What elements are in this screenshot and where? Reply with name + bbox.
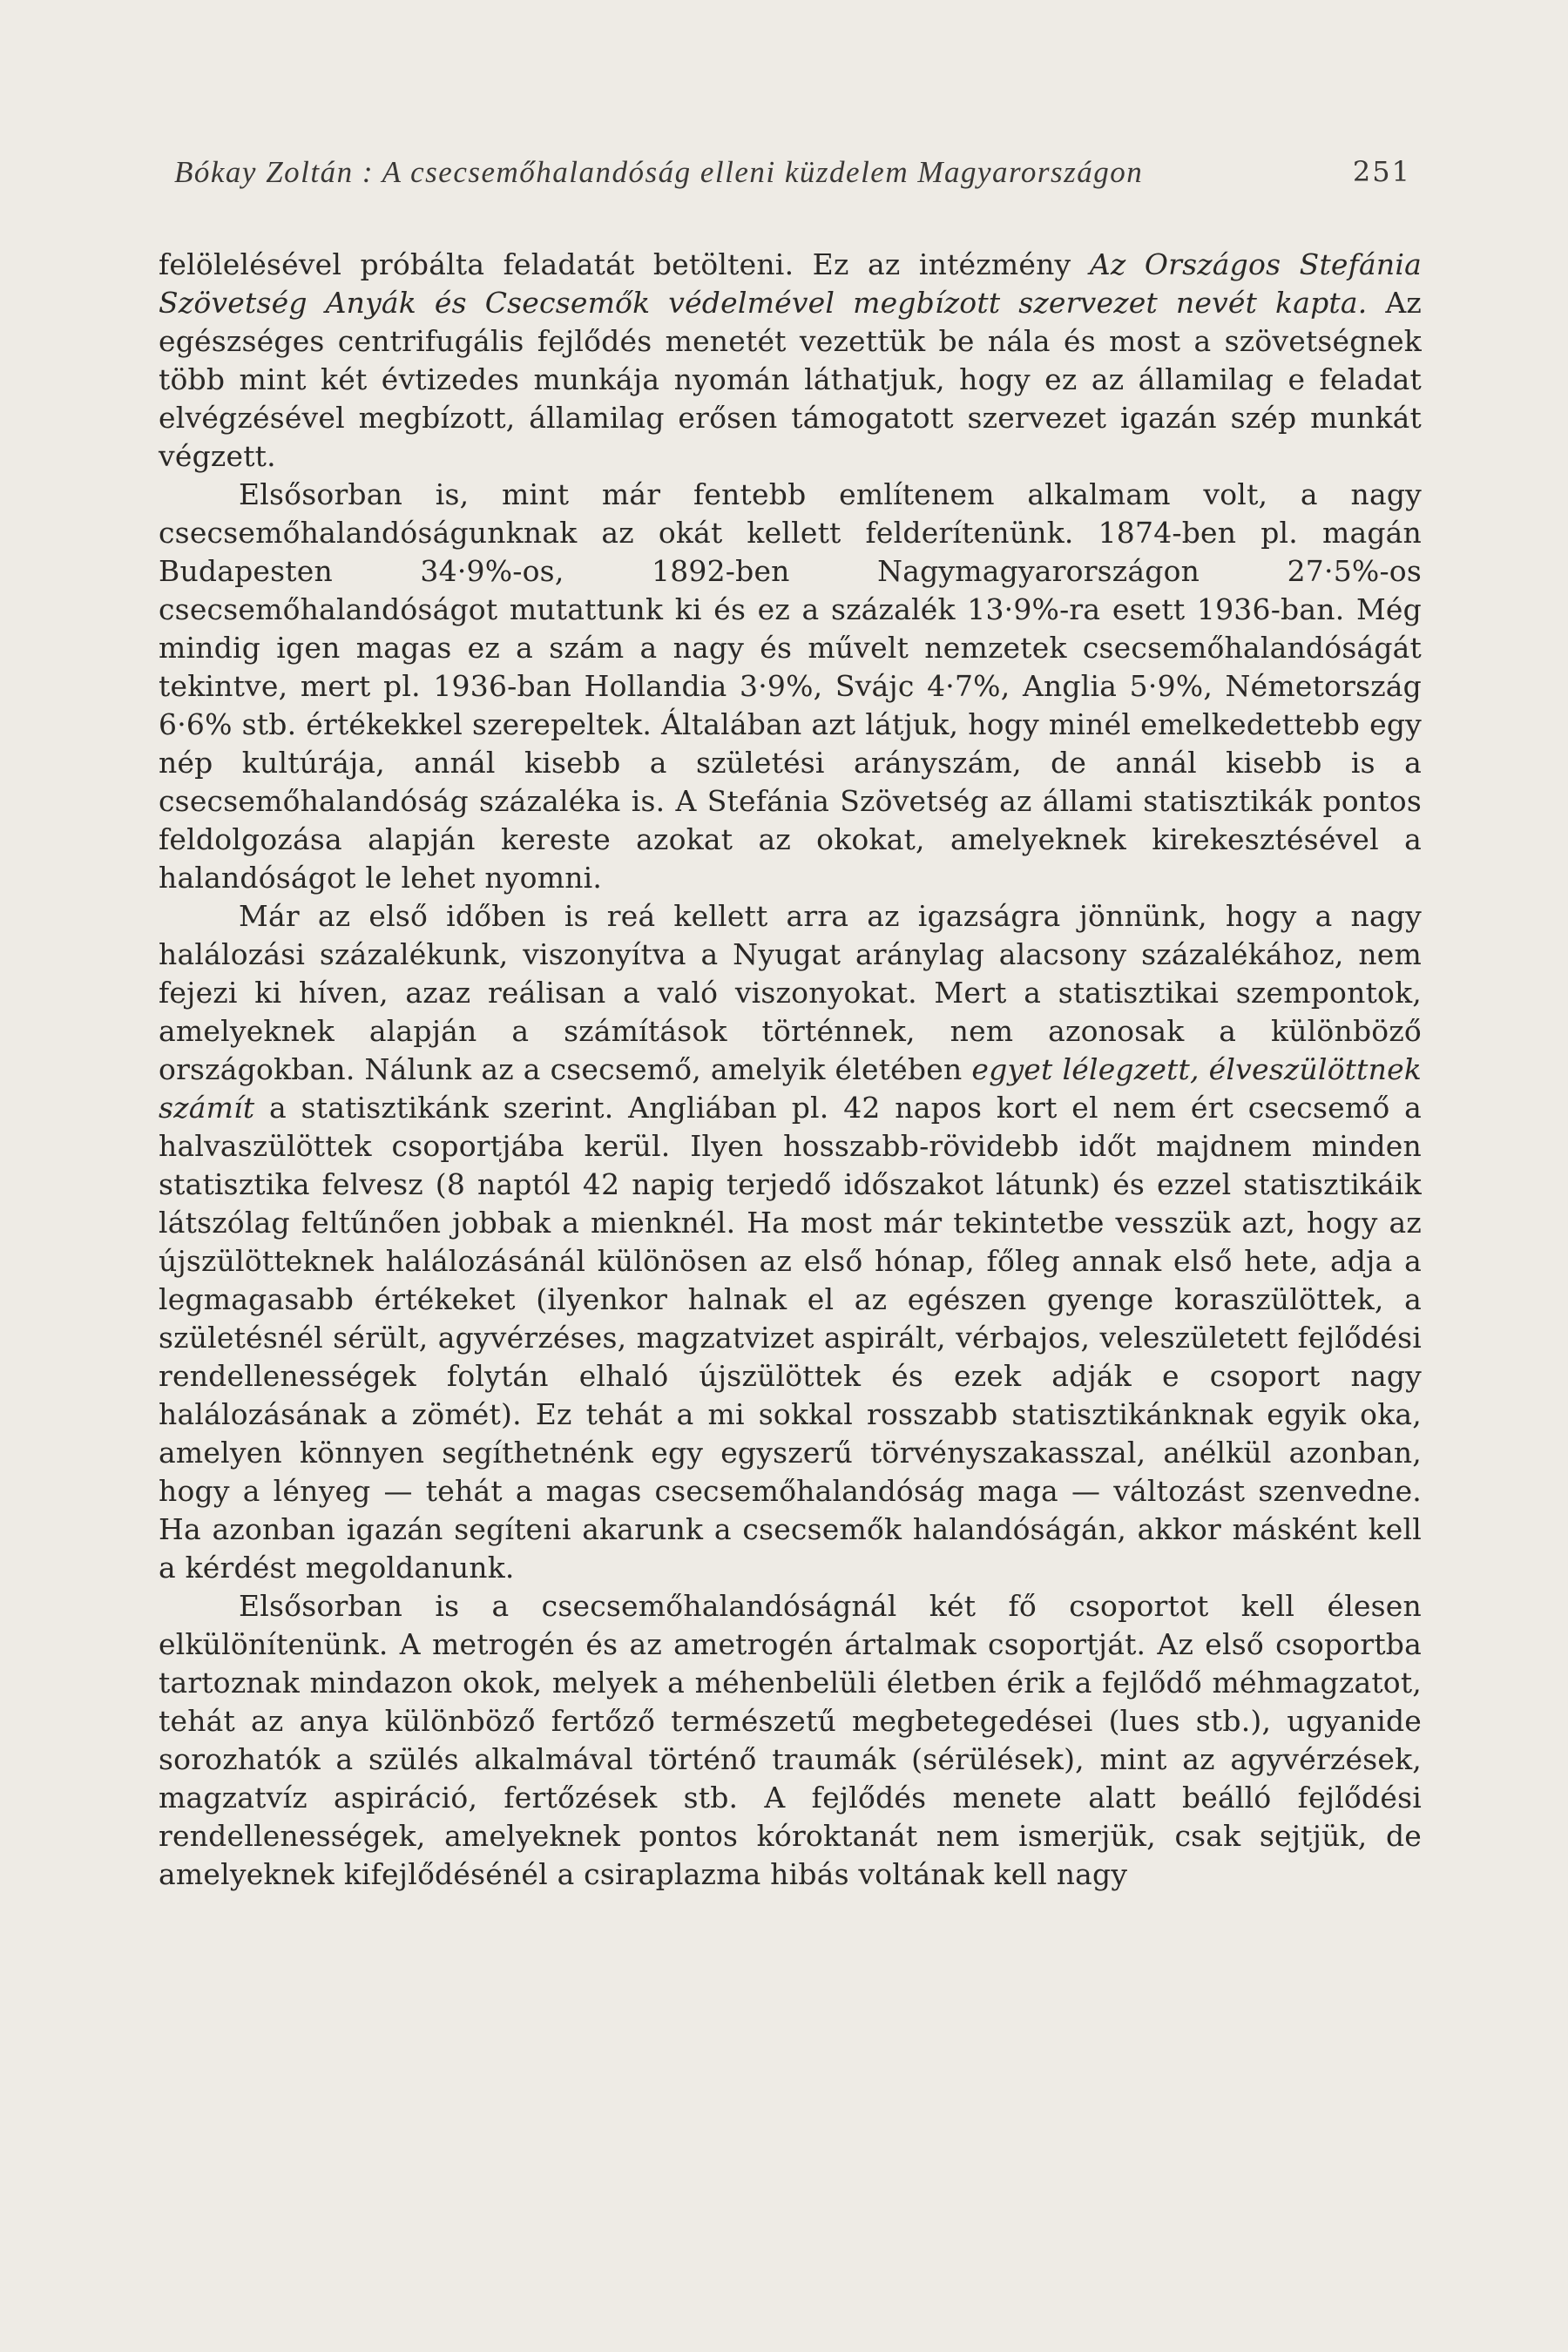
text-run: Már az első időben is reá kellett arra az igazságra jönnünk, hogy a nagy halálozási százalékunk, viszonyítva a Nyugat aránylag alacsony százalékához, nem fejezi ki híven, azaz reálisan a való viszonyokat. Mert a statisztikai szempontok, amelyeknek alapján a számítások történnek, nem azonosak a különböző országokban. Nálunk az a csecsemő, amelyik életében <box>159 899 1422 1086</box>
text-run: a statisztikánk szerint. Angliában pl. 42 napos kort el nem ért csecsemő a halvaszülöttek csoportjába kerül. Ilyen hosszabb-rövidebb időt majdnem minden statisztika felvesz (8 naptól 42 napig terjedő időszakot látunk) és ezzel statisztikáik látszólag feltűnően jobbak a mienknél. Ha most már tekintetbe vesszük azt, hogy az újszülötteknek halálozásánál különösen az első hónap, főleg annak első hete, adja a legmagasabb értékeket (ilyenkor halnak el az egészen gyenge koraszülöttek, a születésnél sérült, agyvérzéses, magzatvizet aspirált, vérbajos, veleszületett fejlődési rendellenességek folytán elhaló újszülöttek és ezek adják e csoport nagy halálozásának a zömét). Ez tehát a mi sokkal rosszabb statisztikánknak egyik oka, amelyen könnyen segíthetnénk egy egyszerű törvényszakasszal, anélkül azonban, hogy a lényeg — tehát a magas csecsemőhalandóság maga — változást szenvedne. Ha azonban igazán segíteni akarunk a csecsemők halandóságán, akkor másként kell a kérdést megoldanunk. <box>159 1091 1422 1585</box>
body-text <box>159 246 1422 1894</box>
paragraph <box>159 476 1422 897</box>
italic-text-run: Az Országos Stefánia Szövetség Anyák és Csecsemők védelmével megbízott szervezet nevét kapta. <box>159 247 1423 320</box>
italic-text-run: egyet lélegzett, élveszülöttnek számít <box>159 1052 1423 1125</box>
paragraph <box>159 897 1422 1587</box>
running-header <box>174 155 1411 199</box>
running-title: Bókay Zoltán : A csecsemőhalandóság elleni küzdelem Magyarországon <box>174 155 1144 189</box>
paragraph <box>159 1587 1422 1894</box>
paragraph <box>159 246 1422 476</box>
text-run: felölelésével próbálta feladatát betölteni. Ez az intézmény <box>159 247 1090 281</box>
page-number: 251 <box>1352 155 1411 188</box>
text-run: Elsősorban is a csecsemőhalandóságnál két fő csoportot kell élesen elkülönítenünk. A metrogén és az ametrogén ártalmak csoportját. Az első csoportba tartoznak mindazon okok, melyek a méhenbelüli életben érik a fejlődő méhmagzatot, tehát az anya különböző fertőző természetű megbetegedései (lues stb.), ugyanide sorozhatók a szülés alkalmával történő traumák (sérülések), mint az agyvérzések, magzatvíz aspiráció, fertőzések stb. A fejlődés menete alatt beálló fejlődési rendellenességek, amelyeknek pontos kóroktanát nem ismerjük, csak sejtjük, de amelyeknek kifejlődésénél a csiraplazma hibás voltának kell nagy <box>159 1589 1422 1891</box>
text-run: Elsősorban is, mint már fentebb említenem alkalmam volt, a nagy csecsemőhalandóságunknak az okát kellett felderítenünk. 1874-ben pl. magán Budapesten 34·9%-os, 1892-ben Nagymagyarországon 27·5%-os csecsemőhalandóságot mutattunk ki és ez a százalék 13·9%-ra esett 1936-ban. Még mindig igen magas ez a szám a nagy és művelt nemzetek csecsemőhalandóságát tekintve, mert pl. 1936-ban Hollandia 3·9%, Svájc 4·7%, Anglia 5·9%, Németország 6·6% stb. értékekkel szerepeltek. Általában azt látjuk, hogy minél emelkedettebb egy nép kultúrája, annál kisebb a születési arányszám, de annál kisebb is a csecsemőhalandóság százaléka is. A Stefánia Szövetség az állami statisztikák pontos feldolgozása alapján kereste azokat az okokat, amelyeknek kirekesztésével a halandóságot le lehet nyomni. <box>159 477 1422 895</box>
text-run: Az egészséges centrifugális fejlődés menetét vezettük be nála és most a szövetségnek több mint két évtizedes munkája nyomán láthatjuk, hogy ez az államilag e feladat elvégzésével megbízott, államilag erősen támogatott szervezet igazán szép munkát végzett. <box>159 286 1423 473</box>
